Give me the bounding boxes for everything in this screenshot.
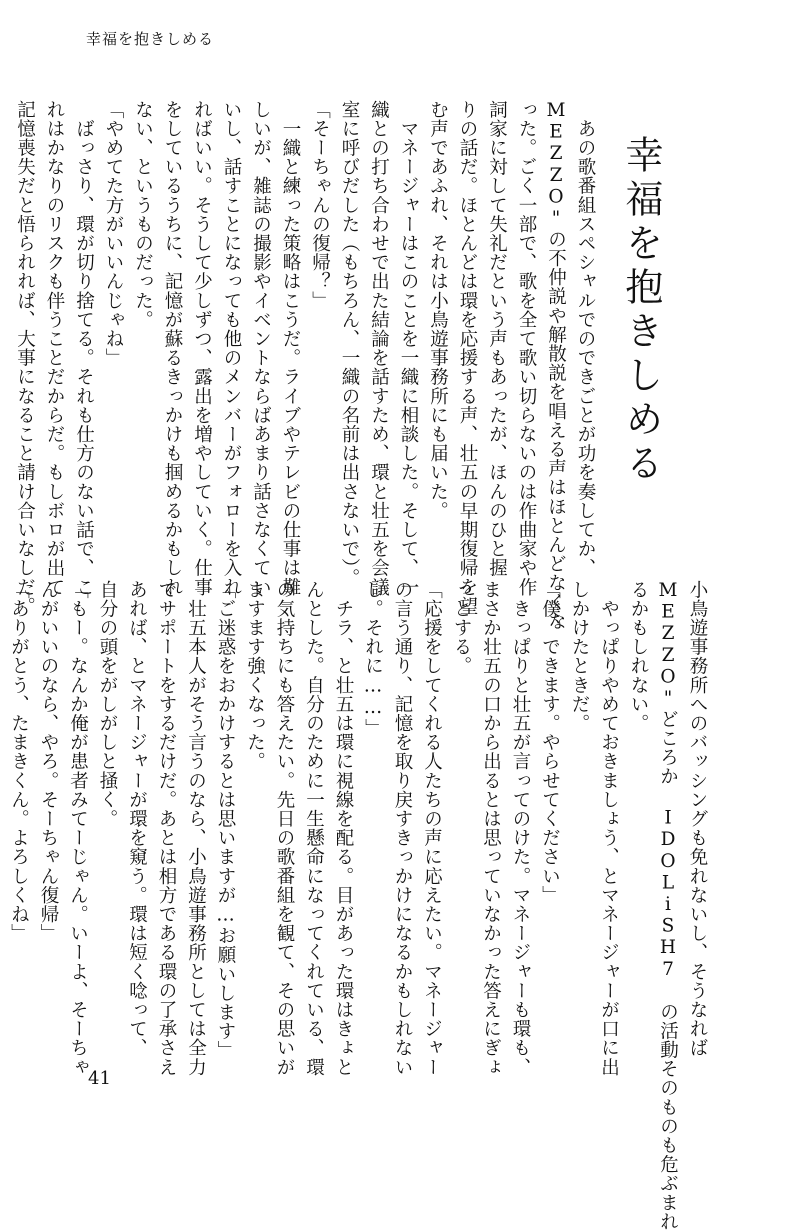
text-line: れはかなりのリスクも伴うことだからだ。もしボロが出て (44, 100, 65, 597)
text-line: きっぱりと壮五が言ってのけた。マネージャーも環も、 (510, 580, 531, 1077)
text-line: でサポートをするだけだ。あとは相方である環の了承さえ (156, 580, 177, 1077)
text-line: 「応援をしてくれる人たちの声に応えたい。マネージャー (421, 580, 443, 1077)
text-line: しいが、雑誌の撮影やイベントならばあまり話さなくてい (250, 100, 272, 597)
text-line: やっぱりやめておきましょう、とマネージャーが口に出 (598, 580, 620, 1077)
running-header: 幸福を抱きしめる (86, 30, 215, 48)
text-line: MEZZO"どころか IDOLiSH7 の活動そのものも危ぶまれ (657, 580, 679, 1231)
text-line: 一織と練った策略はこうだ。ライブやテレビの仕事は難 (280, 100, 301, 597)
text-line: む声であふれ、それは小鳥遊事務所にも届いた。 (427, 100, 449, 521)
text-line: しかけたときだ。 (569, 580, 590, 733)
text-line: 小鳥遊事務所へのバッシングも免れないし、そうなれば (687, 580, 708, 1058)
text-line: チラ、と壮五は環に視線を配る。目があった環はきょと (333, 580, 354, 1077)
text-line: し。それに……」 (362, 580, 384, 738)
text-line: ればいい。そうして少しずつ、露出を増やしていく。仕事 (191, 100, 213, 597)
text-line: 自分の頭をがしがしと掻く。 (97, 580, 118, 829)
text-line: 室に呼びだした（もちろん、一織の名前は出さないで）。 (339, 100, 360, 588)
text-line: 「僕、できます。やらせてください」 (539, 580, 561, 905)
text-line: まさか壮五の口から出るとは思っていなかった答えにぎょ (480, 580, 502, 1077)
chapter-title: 幸福を抱きしめる (619, 135, 663, 487)
text-line: あれば、とマネージャーが環を窺う。環は短く唸って、 (126, 580, 148, 1058)
text-line: 「やめてた方がいいんじゃね」 (103, 100, 124, 368)
text-line: 「ありがとう、たまきくん。よろしくね」 (8, 580, 30, 943)
text-line: 「そーちゃんの復帰？」 (309, 100, 331, 311)
text-line: の気持ちにも答えたい。先日の歌番組を観て、その思いが (274, 580, 295, 1077)
text-line: いし、話すことになっても他のメンバーがフォローを入れ (221, 100, 242, 597)
text-line: んとした。自分のために一生懸命になってくれている、環 (303, 580, 325, 1077)
text-line: 詞家に対して失礼だという声もあったが、ほんのひと握 (486, 100, 508, 578)
text-line: マネージャーはこのことを一織に相談した。そして、一 (398, 100, 419, 597)
text-line: ますます強くなった。 (244, 580, 266, 771)
text-line: んがいいのなら、やろ。そーちゃん復帰」 (38, 580, 59, 943)
text-line: っとする。 (451, 580, 472, 676)
text-line: ばっさり、環が切り捨てる。それも仕方のない話で、こ (73, 100, 95, 597)
text-line: 織との打ち合わせで出た結論を話すため、環と壮五を会議 (368, 100, 390, 597)
text-line: の言う通り、記憶を取り戻すきっかけになるかもしれない (392, 580, 413, 1077)
page-number: 41 (88, 1068, 111, 1089)
text-line: 記憶喪失だと悟られれば、大事になること請け合いなしだ。 (14, 100, 36, 616)
text-line: りの話だ。ほとんどは環を応援する声、壮五の早期復帰を望 (457, 100, 478, 616)
text-line: をしているうちに、記憶が蘇るきっかけも掴めるかもしれ (162, 100, 183, 597)
text-line: るかもしれない。 (628, 580, 649, 733)
text-line: 「もー。なんか俺が患者みてーじゃん。いーよ、そーちゃ (67, 580, 89, 1077)
text-line: MEZZO"の不仲説や解散説を唱える声はほとんどなくな (545, 100, 567, 631)
text-line: あの歌番組スペシャルでのできごとが功を奏してか、 (575, 100, 596, 578)
text-line: ない、というものだった。 (132, 100, 154, 330)
text-line: 「ご迷惑をおかけするとは思いますが…お願いします」 (215, 580, 236, 1060)
text-line: った。ごく一部で、歌を全て歌い切らないのは作曲家や作 (516, 100, 537, 597)
text-line: 壮五本人がそう言うのなら、小鳥遊事務所としては全力 (185, 580, 207, 1077)
